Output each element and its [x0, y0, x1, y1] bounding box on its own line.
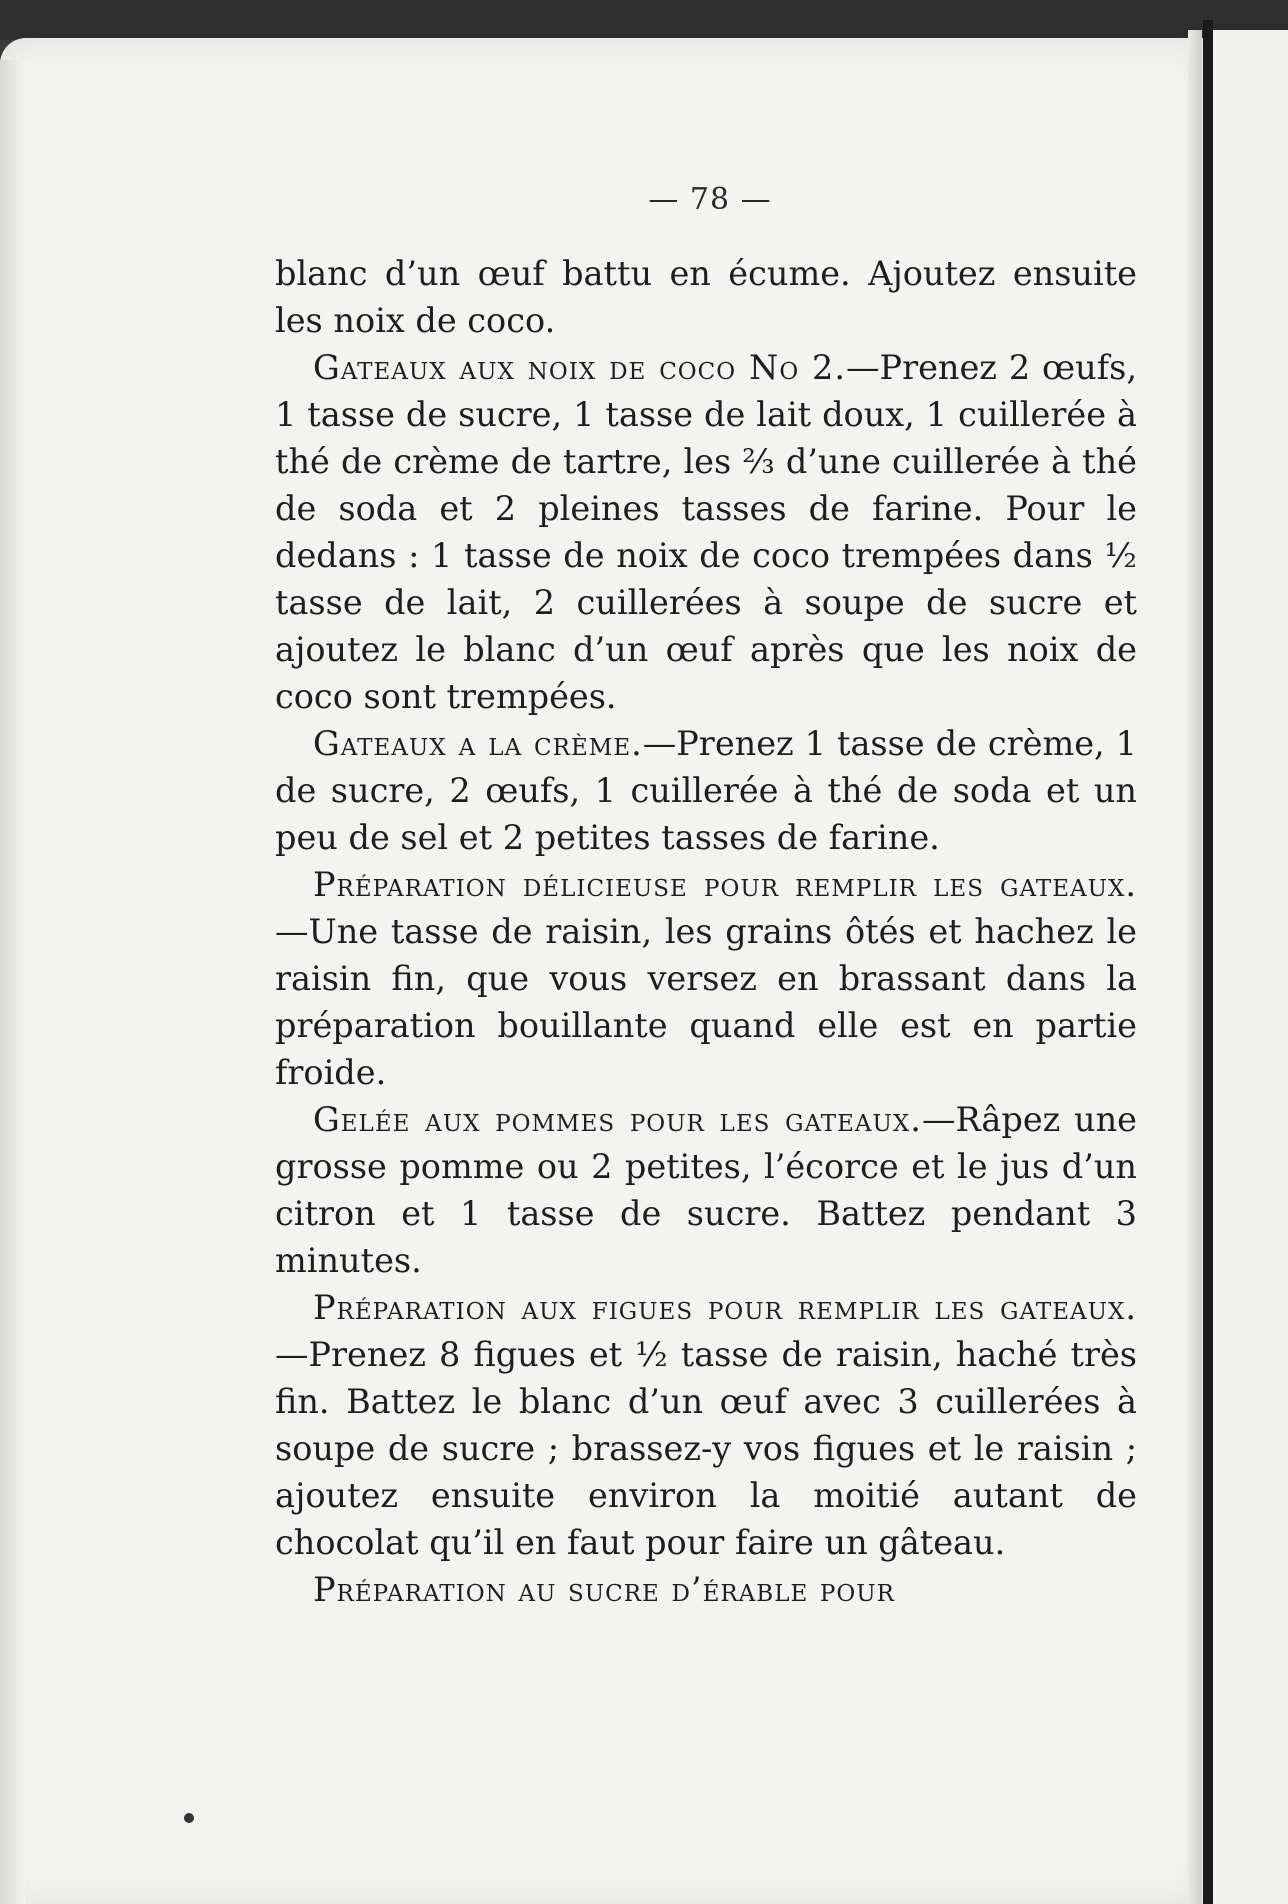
recipe-gateaux-coco-2: [275, 344, 1137, 720]
scan-background: [0, 0, 1288, 40]
recipe-preparation-delicieuse: [275, 861, 1137, 1096]
recipe-heading: Gateaux aux noix de coco No 2.: [313, 348, 847, 387]
recipe-heading: Gelée aux pommes pour les gateaux.: [313, 1100, 922, 1139]
recipe-body: —Râpez une grosse pomme ou 2 petites, l’écorce et le jus d’un citron et 1 tasse de sucre. Battez pendant 3 minutes.: [275, 1100, 1137, 1280]
recipe-body: —Prenez 8 figues et ½ tasse de raisin, haché très fin. Battez le blanc d’un œuf avec 3 cuillerées à soupe de sucre ; brassez-y vos figues et le raisin ; ajoutez ensuite environ la moitié autant de chocolat qu’il en faut pour faire un gâteau.: [275, 1335, 1137, 1562]
paragraph-continuation: [275, 250, 1137, 344]
page-binding-shadow: [0, 60, 26, 1904]
page-text: [275, 250, 1137, 1613]
recipe-preparation-figues: [275, 1284, 1137, 1566]
ink-speck: [184, 1813, 194, 1823]
recipe-gelee-pommes: [275, 1096, 1137, 1284]
recipe-heading: Préparation aux figues pour remplir les gateaux.: [313, 1288, 1137, 1327]
book-gutter: [1203, 20, 1213, 1904]
recipe-body: —Prenez 1 tasse de crème, 1 de sucre, 2 œufs, 1 cuillerée à thé de soda et un peu de sel et 2 petites tasses de farine.: [275, 724, 1137, 857]
page-edge: [1188, 30, 1202, 1904]
recipe-preparation-sucre-erable: [275, 1566, 1137, 1613]
adjacent-page: [1213, 30, 1288, 1904]
recipe-heading: Préparation au sucre d’érable pour: [313, 1570, 895, 1609]
page-number: — 78 —: [648, 182, 772, 217]
recipe-heading: Gateaux a la crème.: [313, 724, 643, 763]
recipe-body: —Prenez 2 œufs, 1 tasse de sucre, 1 tasse de lait doux, 1 cuillerée à thé de crème de tartre, les ⅔ d’une cuillerée à thé de soda et 2 pleines tasses de farine. Pour le dedans : 1 tasse de noix de coco trempées dans ½ tasse de lait, 2 cuillerées à soupe de sucre et ajoutez le blanc d’un œuf après que les noix de coco sont trempées.: [275, 348, 1137, 716]
recipe-gateaux-creme: [275, 720, 1137, 861]
recipe-body: —Une tasse de raisin, les grains ôtés et hachez le raisin fin, que vous versez en brassant dans la préparation bouillante quand elle est en partie froide.: [275, 912, 1137, 1092]
paragraph-body: blanc d’un œuf battu en écume. Ajoutez ensuite les noix de coco.: [275, 254, 1137, 340]
recipe-heading: Préparation délicieuse pour remplir les gateaux.: [313, 865, 1137, 904]
